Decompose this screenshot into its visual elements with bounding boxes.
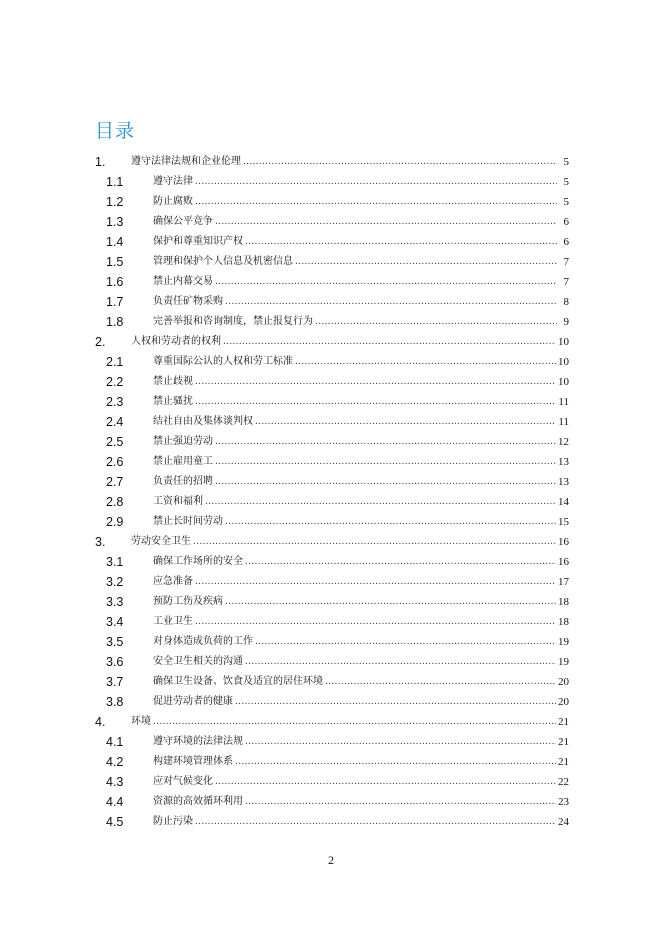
- toc-entry-number: 1.6: [106, 275, 124, 289]
- toc-entry-title: 工业卫生: [153, 616, 193, 627]
- toc-entry-page: 19: [558, 656, 569, 668]
- toc-dot-leader: [245, 794, 556, 810]
- toc-entry-number: 2.4: [106, 415, 124, 429]
- toc-dot-leader: [295, 354, 556, 370]
- toc-dot-leader: [225, 294, 557, 310]
- toc-entry[interactable]: [106, 430, 569, 450]
- toc-dot-leader: [325, 674, 556, 690]
- toc-entry-title: 应对气候变化: [153, 776, 213, 787]
- toc-entry[interactable]: [106, 250, 569, 270]
- toc-entry-number: 1.7: [106, 295, 124, 309]
- toc-entry-title: 遵守法律法规和企业伦理: [131, 156, 241, 167]
- toc-entry[interactable]: [106, 470, 569, 490]
- toc-dot-leader: [195, 194, 557, 210]
- toc-entry-title: 确保工作场所的安全: [153, 556, 243, 567]
- toc-entry[interactable]: [106, 410, 569, 430]
- toc-entry-title: 劳动安全卫生: [131, 536, 191, 547]
- toc-entry-page: 23: [558, 796, 569, 808]
- toc-entry-page: 6: [563, 236, 569, 248]
- toc-entry-title: 尊重国际公认的人权和劳工标准: [153, 356, 293, 367]
- toc-entry-title: 禁止强迫劳动: [153, 436, 213, 447]
- toc-dot-leader: [225, 514, 556, 530]
- toc-entry-number: 4.5: [106, 815, 124, 829]
- toc-entry-title: 禁止歧视: [153, 376, 193, 387]
- toc-entry-title: 应急准备: [153, 576, 193, 587]
- toc-entry-title: 环境: [131, 716, 151, 727]
- toc-entry-title: 禁止雇用童工: [153, 456, 213, 467]
- toc-entry-number: 4.2: [106, 755, 124, 769]
- toc-dot-leader: [153, 714, 556, 730]
- toc-entry[interactable]: [106, 630, 569, 650]
- toc-entry-title: 工资和福利: [153, 496, 203, 507]
- toc-entry[interactable]: [106, 270, 569, 290]
- toc-entry-title: 安全卫生相关的沟通: [153, 656, 243, 667]
- toc-dot-leader: [255, 634, 556, 650]
- toc-entry-page: 5: [563, 196, 569, 208]
- toc-entry[interactable]: [106, 170, 569, 190]
- toc-entry[interactable]: [106, 670, 569, 690]
- toc-entry-page: 18: [558, 616, 569, 628]
- toc-entry-page: 10: [558, 336, 569, 348]
- toc-entry-number: 3.: [95, 535, 106, 549]
- toc-entry-number: 1.5: [106, 255, 124, 269]
- toc-dot-leader: [195, 374, 556, 390]
- toc-entry-title: 保护和尊重知识产权: [153, 236, 243, 247]
- toc-entry[interactable]: [106, 570, 569, 590]
- toc-entry[interactable]: [106, 190, 569, 210]
- toc-entry-number: 2.1: [106, 355, 124, 369]
- toc-dot-leader: [195, 574, 556, 590]
- toc-entry-page: 13: [558, 456, 569, 468]
- toc-entry-number: 1.2: [106, 195, 124, 209]
- toc-entry[interactable]: [106, 790, 569, 810]
- toc-dot-leader: [245, 734, 556, 750]
- toc-entry[interactable]: [106, 290, 569, 310]
- toc-entry-number: 3.2: [106, 575, 124, 589]
- toc-dot-leader: [215, 274, 557, 290]
- toc-entry-page: 11: [558, 396, 569, 408]
- toc-dot-leader: [255, 414, 556, 430]
- toc-entry-title: 结社自由及集体谈判权: [153, 416, 253, 427]
- toc-dot-leader: [245, 654, 556, 670]
- toc-dot-leader: [193, 534, 556, 550]
- toc-entry-title: 构建环境管理体系: [153, 756, 233, 767]
- toc-entry-page: 24: [558, 816, 569, 828]
- toc-entry[interactable]: [106, 390, 569, 410]
- toc-entry-number: 1.3: [106, 215, 124, 229]
- toc-entry-title: 人权和劳动者的权利: [131, 336, 221, 347]
- toc-entry-number: 2.7: [106, 475, 124, 489]
- toc-entry[interactable]: [106, 510, 569, 530]
- toc-entry-page: 7: [563, 256, 569, 268]
- toc-entry-page: 6: [563, 216, 569, 228]
- toc-entry-page: 8: [563, 296, 569, 308]
- toc-dot-leader: [195, 394, 556, 410]
- toc-entry-title: 完善举报和咨询制度，禁止报复行为: [153, 316, 313, 327]
- toc-dot-leader: [195, 614, 556, 630]
- toc-entry-number: 2.9: [106, 515, 124, 529]
- toc-dot-leader: [315, 314, 557, 330]
- toc-entry-title: 资源的高效循环利用: [153, 796, 243, 807]
- toc-entry-page: 21: [558, 716, 569, 728]
- toc-entry-page: 16: [558, 536, 569, 548]
- toc-entry[interactable]: [106, 810, 569, 830]
- toc-entry-page: 10: [558, 356, 569, 368]
- toc-entry-title: 防止污染: [153, 816, 193, 827]
- toc-dot-leader: [215, 454, 556, 470]
- toc-entry-title: 禁止长时间劳动: [153, 516, 223, 527]
- toc-entry[interactable]: [106, 610, 569, 630]
- toc-entry[interactable]: [106, 450, 569, 470]
- toc-dot-leader: [205, 494, 556, 510]
- toc-entry-number: 3.7: [106, 675, 124, 689]
- toc-entry-page: 7: [563, 276, 569, 288]
- toc-entry-page: 18: [558, 596, 569, 608]
- toc-entry[interactable]: [106, 230, 569, 250]
- toc-entry-title: 遵守法律: [153, 176, 193, 187]
- toc-entry-page: 19: [558, 636, 569, 648]
- toc-entry-title: 预防工伤及疾病: [153, 596, 223, 607]
- toc-entry-page: 21: [558, 756, 569, 768]
- toc-entry-page: 13: [558, 476, 569, 488]
- toc-entry[interactable]: [106, 770, 569, 790]
- page-number: 2: [328, 853, 334, 867]
- toc-dot-leader: [243, 154, 557, 170]
- toc-entry-title: 负责任的招聘: [153, 476, 213, 487]
- toc-dot-leader: [245, 234, 557, 250]
- toc-dot-leader: [215, 474, 556, 490]
- toc-dot-leader: [295, 254, 557, 270]
- toc-entry-number: 4.3: [106, 775, 124, 789]
- toc-dot-leader: [195, 814, 556, 830]
- toc-entry-number: 2.3: [106, 395, 124, 409]
- toc-entry[interactable]: [106, 730, 569, 750]
- toc-entry-number: 3.4: [106, 615, 124, 629]
- toc-dot-leader: [235, 694, 556, 710]
- toc-entry[interactable]: [95, 330, 569, 350]
- toc-entry-number: 2.5: [106, 435, 124, 449]
- toc-entry-page: 21: [558, 736, 569, 748]
- toc-entry[interactable]: [106, 750, 569, 770]
- toc-dot-leader: [215, 214, 557, 230]
- toc-entry[interactable]: [106, 350, 569, 370]
- toc-entry-number: 4.: [95, 715, 106, 729]
- toc-entry-number: 3.5: [106, 635, 124, 649]
- toc-entry-title: 禁止骚扰: [153, 396, 193, 407]
- toc-entry-page: 16: [558, 556, 569, 568]
- toc-entry-title: 促进劳动者的健康: [153, 696, 233, 707]
- toc-entry-page: 15: [558, 516, 569, 528]
- toc-entry-page: 10: [558, 376, 569, 388]
- toc-entry-number: 3.8: [106, 695, 124, 709]
- toc-entry-page: 20: [558, 696, 569, 708]
- toc-entry-title: 确保卫生设备、饮食及适宜的居住环境: [153, 676, 323, 687]
- toc-entry-page: 22: [558, 776, 569, 788]
- toc-dot-leader: [195, 174, 557, 190]
- toc-entry-number: 1.8: [106, 315, 124, 329]
- toc-dot-leader: [215, 434, 556, 450]
- toc-dot-leader: [235, 754, 556, 770]
- toc-entry[interactable]: [106, 490, 569, 510]
- toc-entry-number: 3.1: [106, 555, 124, 569]
- toc-entry[interactable]: [95, 150, 569, 170]
- toc-dot-leader: [223, 334, 556, 350]
- toc-entry[interactable]: [95, 530, 569, 550]
- toc-entry[interactable]: [106, 370, 569, 390]
- toc-entry-page: 17: [558, 576, 569, 588]
- toc-entry[interactable]: [95, 710, 569, 730]
- toc-entry[interactable]: [106, 550, 569, 570]
- toc-entry-number: 4.1: [106, 735, 124, 749]
- toc-entry-title: 管理和保护个人信息及机密信息: [153, 256, 293, 267]
- toc-dot-leader: [215, 774, 556, 790]
- toc-entry-title: 负责任矿物采购: [153, 296, 223, 307]
- toc-entry-number: 3.3: [106, 595, 124, 609]
- toc-entry-title: 遵守环境的法律法规: [153, 736, 243, 747]
- toc-entry-number: 1.: [95, 155, 106, 169]
- toc-entry-page: 5: [563, 156, 569, 168]
- toc-entry[interactable]: [106, 690, 569, 710]
- toc-entry-page: 9: [563, 316, 569, 328]
- toc-entry-page: 20: [558, 676, 569, 688]
- toc-entry-number: 4.4: [106, 795, 124, 809]
- toc-entry[interactable]: [106, 590, 569, 610]
- toc-entry-number: 1.1: [106, 175, 124, 189]
- toc-entry-title: 防止腐败: [153, 196, 193, 207]
- toc-entry-number: 2.2: [106, 375, 124, 389]
- toc-dot-leader: [225, 594, 556, 610]
- toc-entry[interactable]: [106, 310, 569, 330]
- toc-entry-title: 禁止内幕交易: [153, 276, 213, 287]
- toc-entry[interactable]: [106, 210, 569, 230]
- toc-entry-number: 2.: [95, 335, 106, 349]
- toc-entry-title: 确保公平竞争: [153, 216, 213, 227]
- toc-entry[interactable]: [106, 650, 569, 670]
- toc-entry-page: 14: [558, 496, 569, 508]
- toc-entry-number: 2.8: [106, 495, 124, 509]
- toc-entry-page: 5: [563, 176, 569, 188]
- toc-entry-number: 2.6: [106, 455, 124, 469]
- toc-entry-page: 11: [558, 416, 569, 428]
- toc-entry-page: 12: [558, 436, 569, 448]
- toc-entry-number: 3.6: [106, 655, 124, 669]
- toc-dot-leader: [245, 554, 556, 570]
- toc-title: 目录: [95, 120, 136, 142]
- toc-entry-title: 对身体造成负荷的工作: [153, 636, 253, 647]
- toc-entry-number: 1.4: [106, 235, 124, 249]
